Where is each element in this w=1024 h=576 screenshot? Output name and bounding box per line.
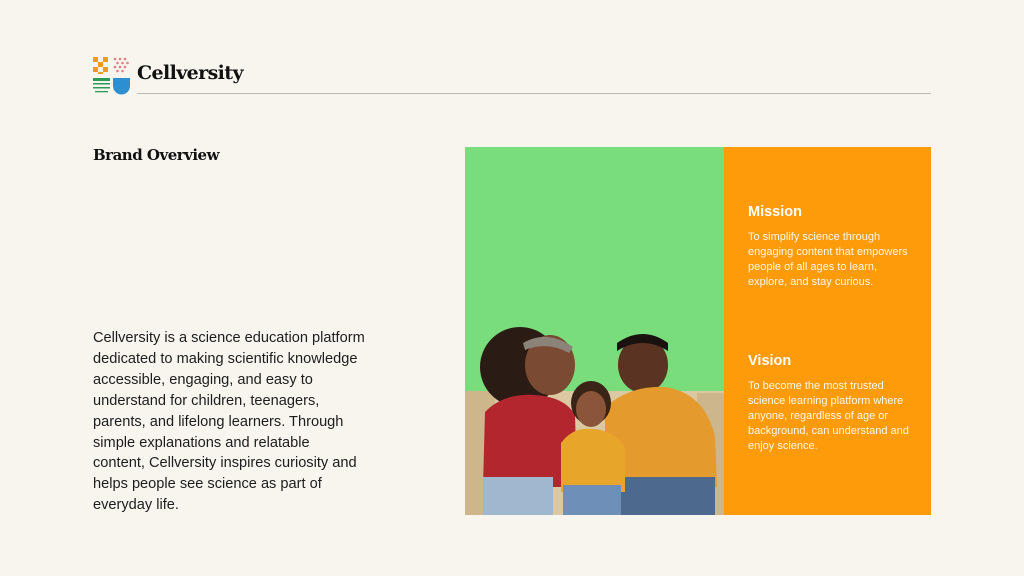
cellversity-logo-icon [93, 57, 131, 95]
header-divider [137, 93, 931, 94]
brand-name: Cellversity [137, 62, 243, 84]
family-photo-icon [465, 147, 724, 515]
family-photo [465, 147, 724, 515]
section-title: Brand Overview [93, 146, 220, 164]
mission-vision-panel [724, 147, 931, 515]
header [93, 57, 931, 97]
mission-text: To simplify science through engaging content that empowers people of all ages to learn, explore, and stay curious. [748, 231, 908, 288]
overview-text: Cellversity is a science education platform dedicated to making scientific knowledge accessible, engaging, and easy to understand for children, teenagers, parents, and lifelong learners. Through simple explanations and relatable content, Cellversity inspires curiosity and helps people see science as part of everyday life. [93, 330, 365, 514]
vision-heading: Vision [748, 353, 792, 369]
vision-text: To become the most trusted science learning platform where anyone, regardless of age or background, can understand and enjoy science. [748, 380, 909, 452]
mission-heading: Mission [748, 204, 802, 220]
